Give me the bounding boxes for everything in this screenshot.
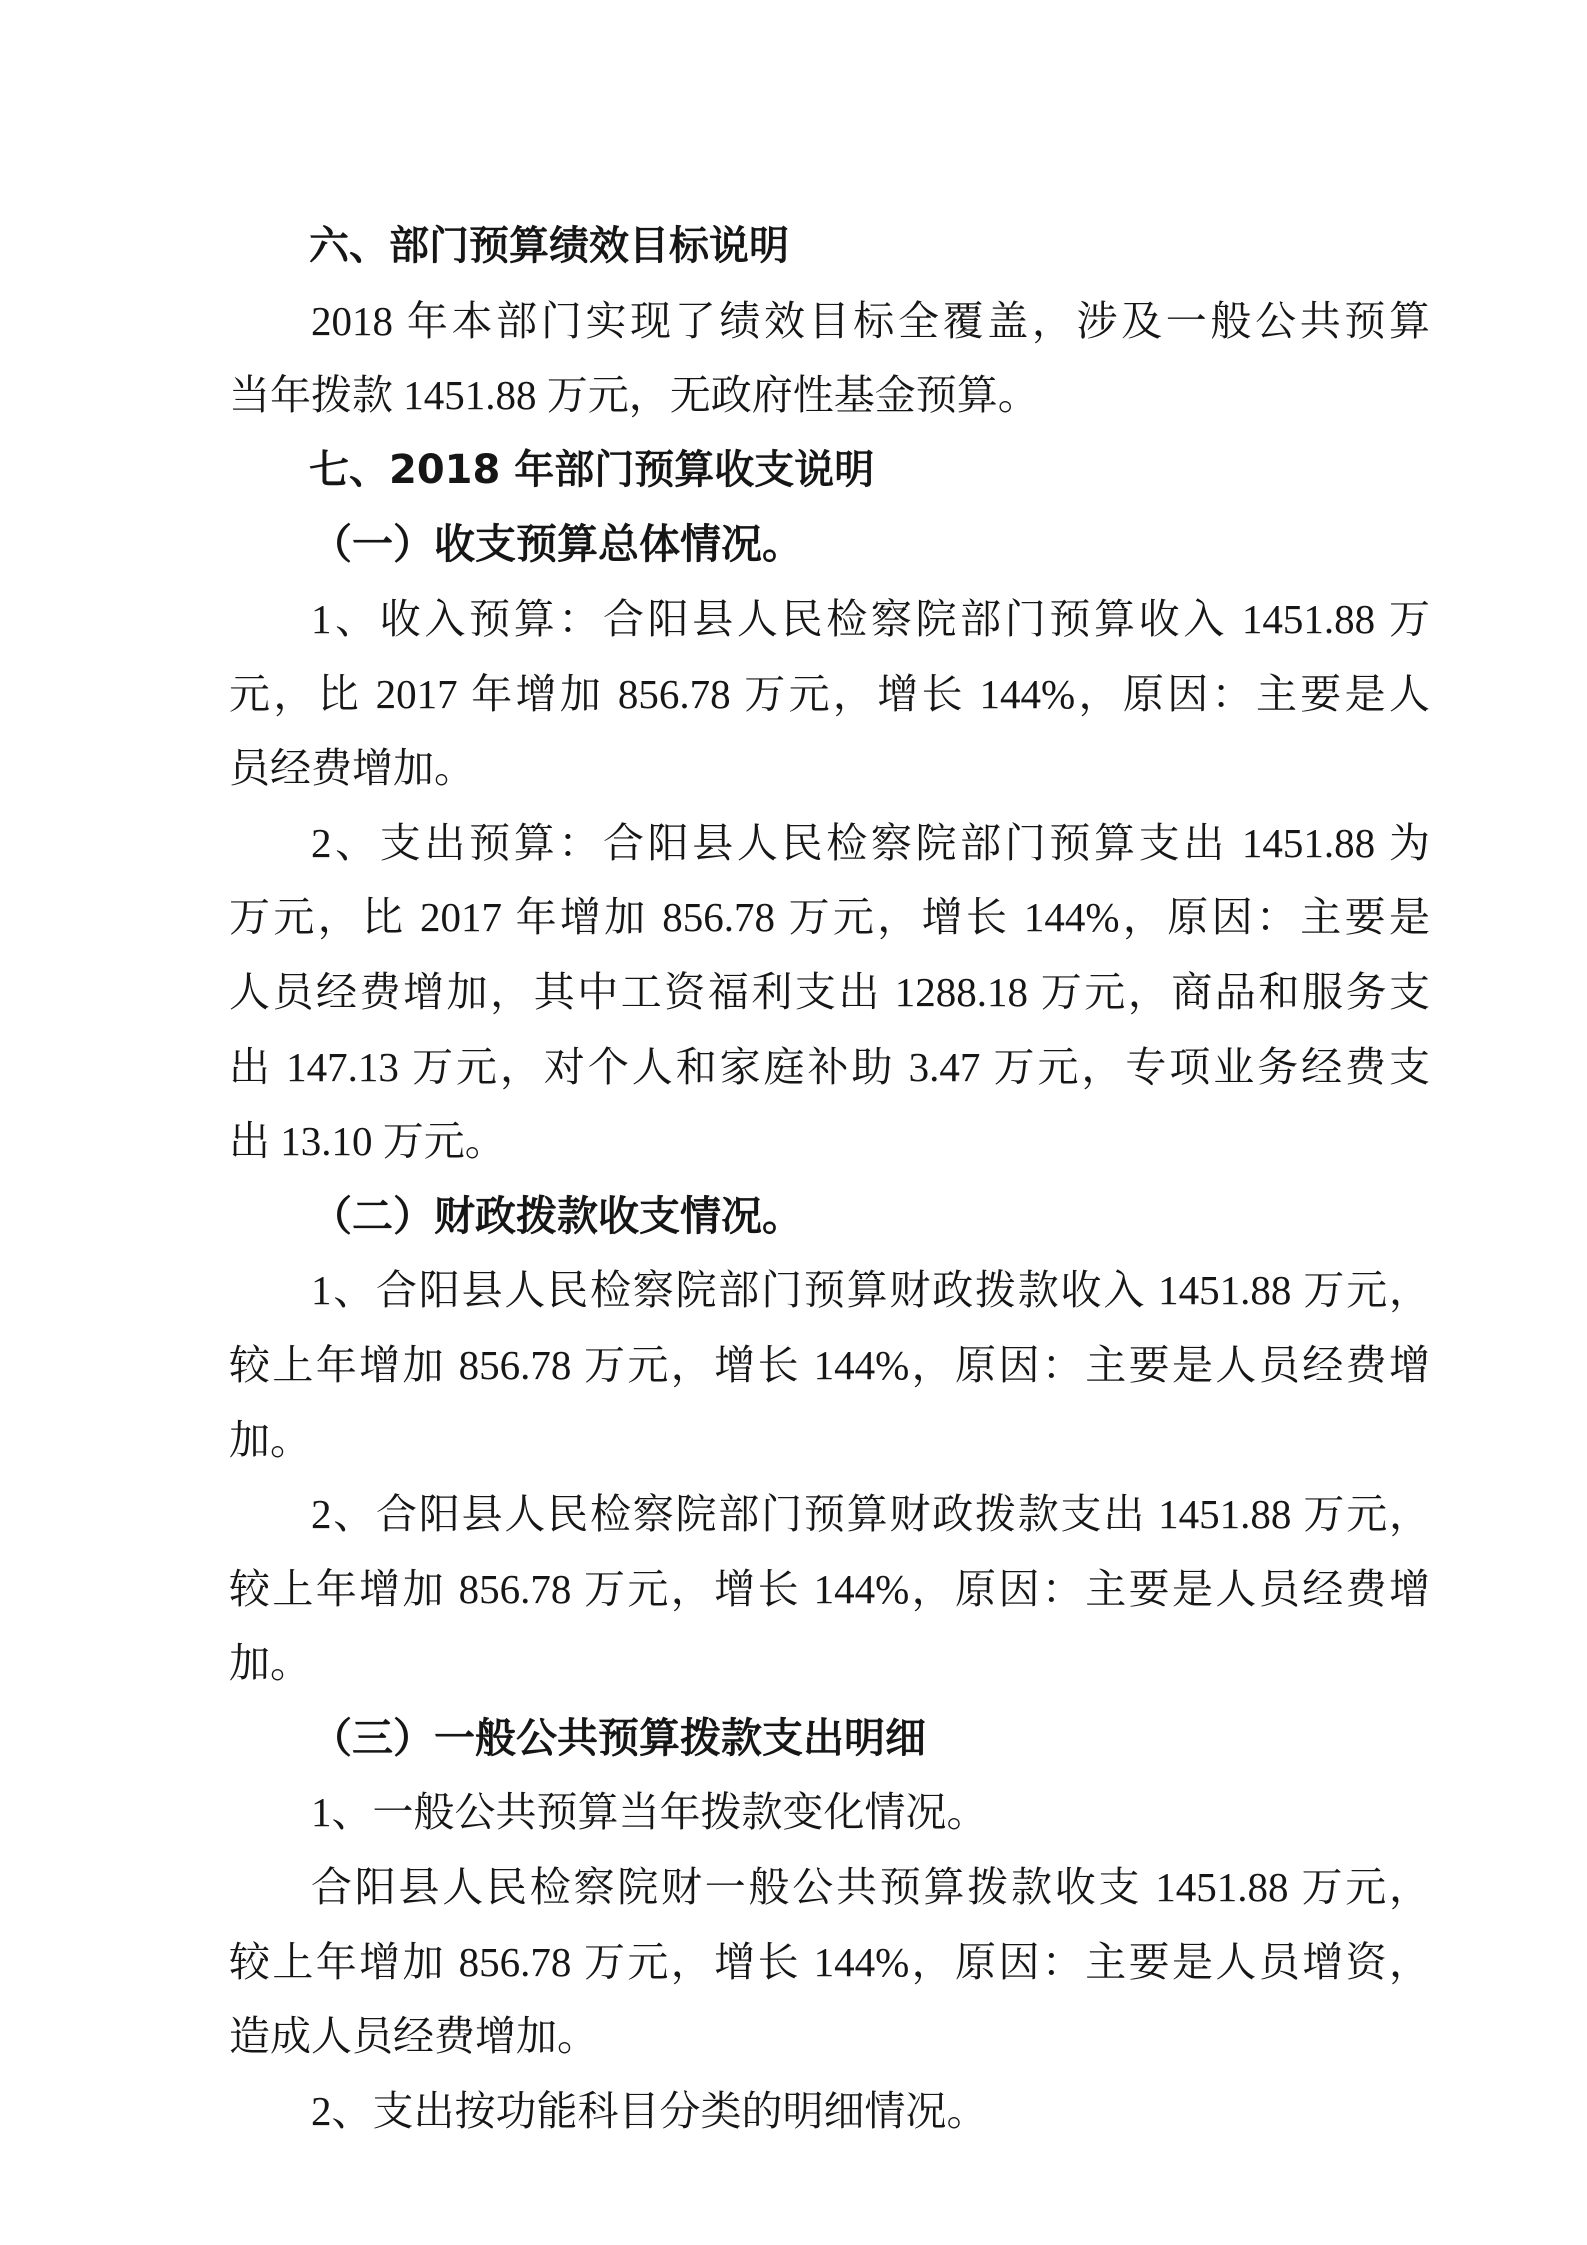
section-budget-income-expenditure [229,433,1430,2149]
text-line: 2、合阳县人民检察院部门预算财政拨款支出 1451.88 万元， [311,1491,1430,1538]
document-page [229,209,1430,2148]
text-line: 元，比 2017 年增加 856.78 万元，增长 144%，原因：主要是人 [229,670,1430,717]
text-line: 2018 年本部门实现了绩效目标全覆盖，涉及一般公共预算 [311,297,1430,344]
text-line: 1、收入预算：合阳县人民检察院部门预算收入 1451.88 万 [311,595,1430,642]
subsection-general-public-budget-detail [229,1701,1430,2149]
paragraph-income-budget [229,582,1430,806]
text-line: 1、一般公共预算当年拨款变化情况。 [311,1789,988,1836]
text-line: 员经费增加。 [229,745,475,792]
item-title-annual-change [229,1775,1430,1850]
subsection-fiscal-appropriation [229,1179,1430,1701]
text-line: 2、支出预算：合阳县人民检察院部门预算支出 1451.88 为 [311,819,1430,866]
paragraph-annual-change [229,1850,1430,2074]
section-heading-budget-income-expenditure: 七、2018 年部门预算收支说明 [309,446,875,493]
section-heading-performance-goals: 六、部门预算绩效目标说明 [309,223,789,269]
text-line: 出 13.10 万元。 [229,1118,506,1165]
text-line: 加。 [229,1640,311,1687]
text-line: 较上年增加 856.78 万元，增长 144%，原因：主要是人员经费增 [229,1341,1430,1388]
item-title-functional-classification [229,2074,1430,2149]
paragraph-performance-goals [229,284,1430,433]
text-line: 出 147.13 万元，对个人和家庭补助 3.47 万元，专项业务经费支 [229,1043,1430,1090]
text-line: 加。 [229,1416,311,1463]
subsection-heading-general-public-budget: （三）一般公共预算拨款支出明细 [311,1714,926,1761]
text-line: 人员经费增加，其中工资福利支出 1288.18 万元，商品和服务支 [229,968,1430,1015]
subsection-heading-overall-budget: （一）收支预算总体情况。 [311,521,803,568]
paragraph-appropriation-expenditure [229,1477,1430,1701]
text-line: 造成人员经费增加。 [229,2013,598,2060]
section-performance-goals [229,209,1430,433]
text-line: 合阳县人民检察院财一般公共预算拨款收支 1451.88 万元， [311,1864,1430,1911]
text-line: 较上年增加 856.78 万元，增长 144%，原因：主要是人员经费增 [229,1565,1430,1612]
paragraph-appropriation-income [229,1253,1430,1477]
subsection-overall-budget [229,507,1430,1178]
text-line: 2、支出按功能科目分类的明细情况。 [311,2087,988,2134]
text-line: 较上年增加 856.78 万元，增长 144%，原因：主要是人员增资， [229,1938,1430,1985]
subsection-heading-fiscal-appropriation: （二）财政拨款收支情况。 [311,1192,803,1239]
text-line: 万元，比 2017 年增加 856.78 万元，增长 144%，原因：主要是 [229,894,1430,941]
paragraph-expenditure-budget [229,806,1430,1179]
text-line: 1、合阳县人民检察院部门预算财政拨款收入 1451.88 万元， [311,1267,1430,1314]
text-line: 当年拨款 1451.88 万元，无政府性基金预算。 [229,372,1039,419]
